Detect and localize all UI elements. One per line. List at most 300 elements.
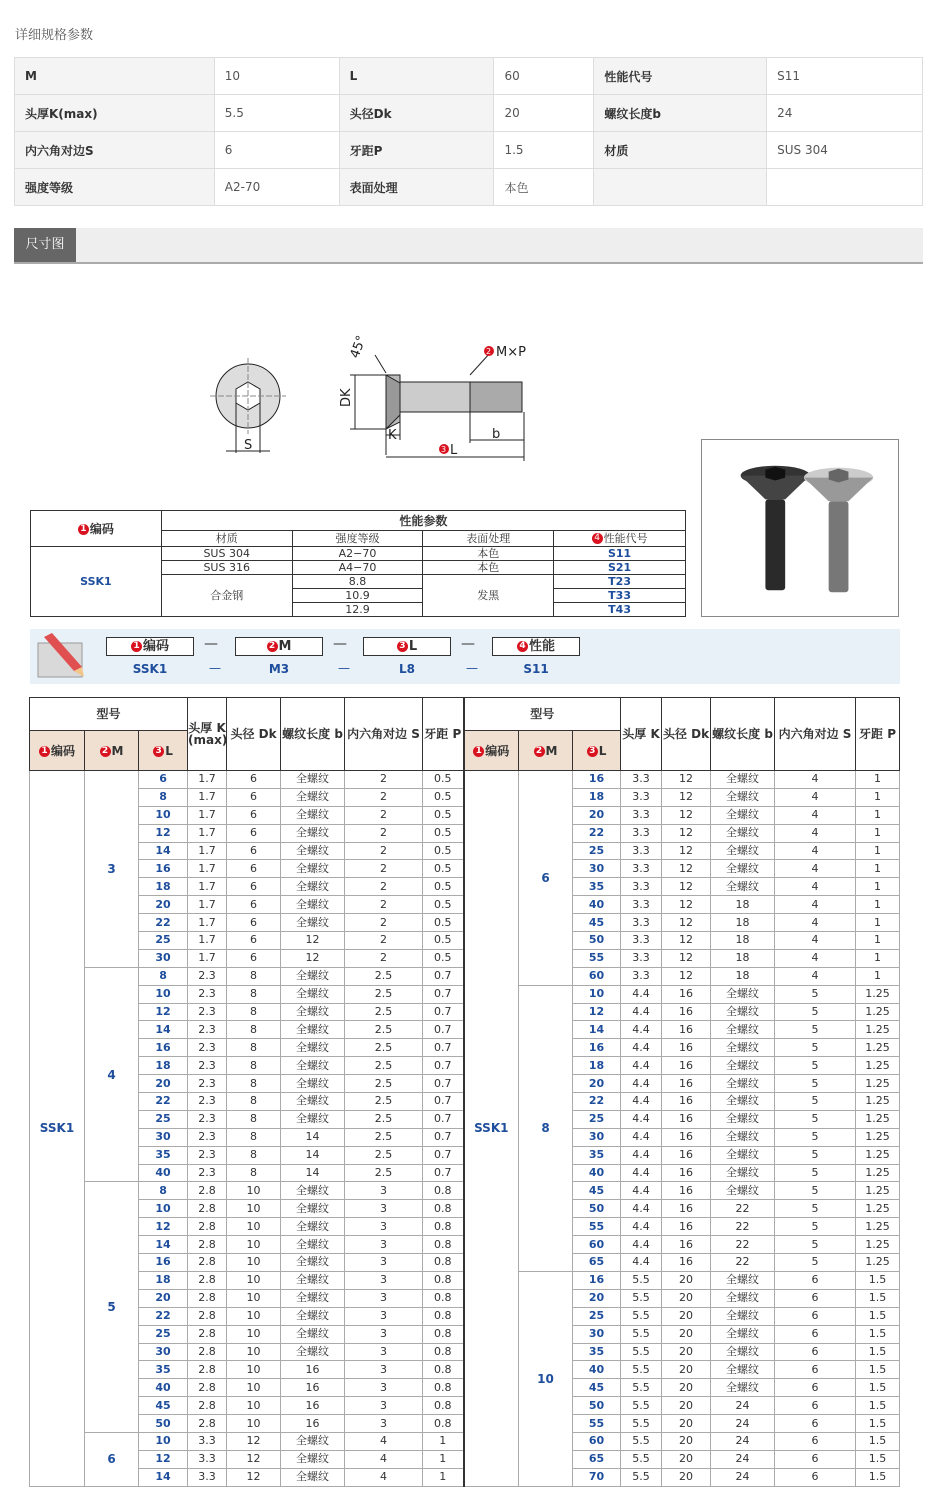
k-cell: 1.7 bbox=[188, 878, 227, 896]
l-cell: 45 bbox=[573, 914, 621, 932]
spec-value: 本色 bbox=[494, 169, 594, 206]
b-header-left: 螺纹长度 b bbox=[281, 698, 345, 771]
p-cell: 0.7 bbox=[423, 1003, 464, 1021]
s-cell: 3 bbox=[345, 1254, 423, 1272]
dk-cell: 16 bbox=[662, 1254, 711, 1272]
p-cell: 1.25 bbox=[856, 1218, 900, 1236]
s-cell: 6 bbox=[775, 1361, 856, 1379]
perf-code-col-header: 4 性能代号 bbox=[554, 531, 686, 547]
p-cell: 0.8 bbox=[423, 1254, 464, 1272]
s-cell: 4 bbox=[345, 1450, 423, 1468]
l-cell: 6 bbox=[139, 771, 188, 789]
s-cell: 5 bbox=[775, 1021, 856, 1039]
p-cell: 1 bbox=[856, 842, 900, 860]
s-cell: 2.5 bbox=[345, 1021, 423, 1039]
code-dash: — bbox=[461, 636, 475, 652]
p-cell: 1 bbox=[856, 949, 900, 967]
p-cell: 0.7 bbox=[423, 1075, 464, 1093]
perf-cell: T43 bbox=[554, 603, 686, 617]
dk-cell: 16 bbox=[662, 1164, 711, 1182]
spec-value: 10 bbox=[214, 58, 339, 95]
s-cell: 3 bbox=[345, 1379, 423, 1397]
k-cell: 2.3 bbox=[188, 1021, 227, 1039]
code-dash: — bbox=[466, 661, 478, 675]
l-cell: 18 bbox=[573, 788, 621, 806]
dk-cell: 8 bbox=[227, 1021, 281, 1039]
dk-cell: 16 bbox=[662, 1128, 711, 1146]
p-cell: 1.25 bbox=[856, 1110, 900, 1128]
perf-cell: 发黑 bbox=[423, 575, 554, 617]
s-cell: 2 bbox=[345, 806, 423, 824]
s-cell: 4 bbox=[775, 896, 856, 914]
pencil-icon bbox=[34, 631, 90, 681]
perf-material-header: 材质 bbox=[161, 531, 292, 547]
spec-value: SUS 304 bbox=[767, 132, 923, 169]
l-cell: 50 bbox=[573, 1200, 621, 1218]
l-cell: 25 bbox=[139, 1110, 188, 1128]
k-cell: 2.3 bbox=[188, 1003, 227, 1021]
s-cell: 2 bbox=[345, 771, 423, 789]
b-cell: 22 bbox=[711, 1254, 775, 1272]
l-cell: 65 bbox=[573, 1254, 621, 1272]
k-cell: 1.7 bbox=[188, 842, 227, 860]
l-cell: 12 bbox=[139, 1218, 188, 1236]
k-cell: 5.5 bbox=[621, 1379, 662, 1397]
l-cell: 22 bbox=[139, 914, 188, 932]
k-header-right: 头厚 K bbox=[621, 698, 662, 771]
l-label-box: 3 L bbox=[363, 637, 451, 656]
b-cell: 18 bbox=[711, 914, 775, 932]
p-cell: 0.8 bbox=[423, 1182, 464, 1200]
drawing-s-label: S bbox=[244, 438, 253, 453]
k-cell: 4.4 bbox=[621, 1039, 662, 1057]
p-cell: 1.5 bbox=[856, 1415, 900, 1433]
k-cell: 3.3 bbox=[621, 967, 662, 985]
k-cell: 2.8 bbox=[188, 1289, 227, 1307]
p-cell: 1 bbox=[856, 914, 900, 932]
p-cell: 0.8 bbox=[423, 1343, 464, 1361]
k-cell: 4.4 bbox=[621, 1146, 662, 1164]
dk-cell: 6 bbox=[227, 860, 281, 878]
code-cell: SSK1 bbox=[464, 771, 519, 1487]
dk-cell: 8 bbox=[227, 967, 281, 985]
spec-key: 表面处理 bbox=[339, 169, 494, 206]
s-cell: 2 bbox=[345, 914, 423, 932]
m-cell: 10 bbox=[519, 1271, 573, 1486]
spec-key: L bbox=[339, 58, 494, 95]
p-cell: 1 bbox=[423, 1450, 464, 1468]
p-cell: 0.5 bbox=[423, 932, 464, 950]
s-cell: 2 bbox=[345, 842, 423, 860]
l-cell: 40 bbox=[139, 1164, 188, 1182]
b-cell: 全螺纹 bbox=[711, 1325, 775, 1343]
s-cell: 4 bbox=[775, 878, 856, 896]
dk-cell: 10 bbox=[227, 1325, 281, 1343]
s-cell: 6 bbox=[775, 1271, 856, 1289]
s-cell: 3 bbox=[345, 1361, 423, 1379]
b-cell: 全螺纹 bbox=[281, 1021, 345, 1039]
dk-cell: 8 bbox=[227, 1039, 281, 1057]
s-cell: 2 bbox=[345, 949, 423, 967]
perf-cell: 8.8 bbox=[292, 575, 423, 589]
performance-table bbox=[30, 510, 686, 617]
dk-cell: 6 bbox=[227, 878, 281, 896]
p-cell: 0.8 bbox=[423, 1397, 464, 1415]
p-header-right: 牙距 P bbox=[856, 698, 900, 771]
dk-cell: 8 bbox=[227, 1146, 281, 1164]
k-cell: 4.4 bbox=[621, 1200, 662, 1218]
b-header-right: 螺纹长度 b bbox=[711, 698, 775, 771]
dk-cell: 8 bbox=[227, 1164, 281, 1182]
m-cell: 4 bbox=[85, 967, 139, 1182]
code-dash: — bbox=[209, 661, 221, 675]
p-cell: 0.8 bbox=[423, 1271, 464, 1289]
l-cell: 60 bbox=[573, 967, 621, 985]
s-cell: 6 bbox=[775, 1397, 856, 1415]
s-cell: 5 bbox=[775, 1093, 856, 1111]
perf-grade-header: 强度等级 bbox=[292, 531, 423, 547]
spec-key: 性能代号 bbox=[594, 58, 767, 95]
p-cell: 1 bbox=[856, 788, 900, 806]
dk-cell: 16 bbox=[662, 1075, 711, 1093]
l-cell: 40 bbox=[573, 1361, 621, 1379]
s-cell: 3 bbox=[345, 1289, 423, 1307]
dk-cell: 20 bbox=[662, 1432, 711, 1450]
b-cell: 全螺纹 bbox=[281, 1450, 345, 1468]
code-dash: — bbox=[333, 636, 347, 652]
l-cell: 55 bbox=[573, 1218, 621, 1236]
m-label-box: 2 M bbox=[235, 637, 323, 656]
l-cell: 10 bbox=[139, 1200, 188, 1218]
k-cell: 5.5 bbox=[621, 1325, 662, 1343]
b-cell: 全螺纹 bbox=[711, 860, 775, 878]
p-cell: 1.25 bbox=[856, 1075, 900, 1093]
s-cell: 5 bbox=[775, 985, 856, 1003]
l-cell: 14 bbox=[139, 1021, 188, 1039]
p-cell: 1.5 bbox=[856, 1397, 900, 1415]
b-cell: 24 bbox=[711, 1397, 775, 1415]
l-cell: 20 bbox=[139, 896, 188, 914]
dk-cell: 20 bbox=[662, 1325, 711, 1343]
p-cell: 1.5 bbox=[856, 1379, 900, 1397]
k-cell: 2.8 bbox=[188, 1325, 227, 1343]
b-cell: 全螺纹 bbox=[711, 1271, 775, 1289]
k-cell: 5.5 bbox=[621, 1343, 662, 1361]
dk-cell: 12 bbox=[227, 1468, 281, 1486]
marker-1: 1 bbox=[78, 524, 89, 535]
p-cell: 1.25 bbox=[856, 985, 900, 1003]
l-cell: 12 bbox=[139, 824, 188, 842]
p-cell: 1.25 bbox=[856, 1254, 900, 1272]
p-cell: 0.7 bbox=[423, 1093, 464, 1111]
l-cell: 10 bbox=[139, 806, 188, 824]
b-cell: 全螺纹 bbox=[711, 1379, 775, 1397]
b-cell: 全螺纹 bbox=[711, 1093, 775, 1111]
dk-cell: 20 bbox=[662, 1379, 711, 1397]
s-cell: 4 bbox=[775, 932, 856, 950]
p-cell: 1 bbox=[856, 860, 900, 878]
s-header-left: 内六角对边 S bbox=[345, 698, 423, 771]
k-cell: 1.7 bbox=[188, 806, 227, 824]
k-cell: 5.5 bbox=[621, 1361, 662, 1379]
k-cell: 5.5 bbox=[621, 1307, 662, 1325]
p-cell: 1.25 bbox=[856, 1003, 900, 1021]
l-cell: 18 bbox=[573, 1057, 621, 1075]
l-cell: 30 bbox=[139, 1128, 188, 1146]
k-cell: 2.8 bbox=[188, 1397, 227, 1415]
s-cell: 4 bbox=[775, 806, 856, 824]
dk-cell: 16 bbox=[662, 1057, 711, 1075]
p-cell: 0.5 bbox=[423, 788, 464, 806]
l-cell: 16 bbox=[139, 1039, 188, 1057]
l-value: L8 bbox=[399, 662, 415, 676]
l-cell: 55 bbox=[573, 949, 621, 967]
b-cell: 全螺纹 bbox=[281, 1325, 345, 1343]
dk-cell: 16 bbox=[662, 1039, 711, 1057]
dk-cell: 10 bbox=[227, 1397, 281, 1415]
dk-cell: 10 bbox=[227, 1289, 281, 1307]
k-cell: 4.4 bbox=[621, 1236, 662, 1254]
s-cell: 6 bbox=[775, 1325, 856, 1343]
dk-cell: 8 bbox=[227, 1093, 281, 1111]
k-cell: 5.5 bbox=[621, 1468, 662, 1486]
dk-cell: 20 bbox=[662, 1415, 711, 1433]
s-cell: 2 bbox=[345, 878, 423, 896]
l-subheader-right: 3 L bbox=[573, 731, 621, 771]
s-cell: 2.5 bbox=[345, 967, 423, 985]
spec-key: 头厚K(max) bbox=[15, 95, 215, 132]
k-cell: 2.8 bbox=[188, 1361, 227, 1379]
size-table bbox=[29, 697, 900, 1487]
l-cell: 10 bbox=[139, 985, 188, 1003]
b-cell: 全螺纹 bbox=[281, 1110, 345, 1128]
dk-cell: 10 bbox=[227, 1271, 281, 1289]
spec-key bbox=[594, 169, 767, 206]
b-cell: 全螺纹 bbox=[281, 1343, 345, 1361]
s-header-right: 内六角对边 S bbox=[775, 698, 856, 771]
p-cell: 1.25 bbox=[856, 1128, 900, 1146]
p-cell: 1 bbox=[856, 878, 900, 896]
spec-key: M bbox=[15, 58, 215, 95]
p-cell: 0.5 bbox=[423, 806, 464, 824]
s-cell: 3 bbox=[345, 1200, 423, 1218]
code-subheader-left: 1 编码 bbox=[30, 731, 85, 771]
k-cell: 2.3 bbox=[188, 1075, 227, 1093]
l-cell: 20 bbox=[573, 1075, 621, 1093]
b-cell: 全螺纹 bbox=[281, 1307, 345, 1325]
s-cell: 5 bbox=[775, 1182, 856, 1200]
l-cell: 20 bbox=[573, 1289, 621, 1307]
b-cell: 22 bbox=[711, 1218, 775, 1236]
l-cell: 14 bbox=[139, 842, 188, 860]
l-cell: 30 bbox=[139, 1343, 188, 1361]
code-dash: — bbox=[338, 661, 350, 675]
s-cell: 2 bbox=[345, 860, 423, 878]
k-cell: 4.4 bbox=[621, 1254, 662, 1272]
drawing-marker-2: 2 bbox=[486, 347, 492, 356]
s-cell: 3 bbox=[345, 1218, 423, 1236]
k-cell: 3.3 bbox=[621, 824, 662, 842]
s-cell: 5 bbox=[775, 1200, 856, 1218]
b-cell: 全螺纹 bbox=[281, 1057, 345, 1075]
s-cell: 6 bbox=[775, 1289, 856, 1307]
k-cell: 4.4 bbox=[621, 1164, 662, 1182]
b-cell: 24 bbox=[711, 1450, 775, 1468]
dk-header-left: 头径 Dk bbox=[227, 698, 281, 771]
s-cell: 5 bbox=[775, 1146, 856, 1164]
b-cell: 全螺纹 bbox=[711, 788, 775, 806]
k-cell: 2.8 bbox=[188, 1415, 227, 1433]
b-cell: 全螺纹 bbox=[281, 985, 345, 1003]
k-cell: 2.8 bbox=[188, 1254, 227, 1272]
s-cell: 2 bbox=[345, 788, 423, 806]
drawing-angle-label: 45° bbox=[347, 333, 370, 361]
spec-key: 内六角对边S bbox=[15, 132, 215, 169]
s-cell: 6 bbox=[775, 1343, 856, 1361]
k-cell: 3.3 bbox=[621, 771, 662, 789]
spec-value: A2-70 bbox=[214, 169, 339, 206]
k-cell: 1.7 bbox=[188, 914, 227, 932]
l-cell: 18 bbox=[139, 1271, 188, 1289]
drawing-k-label: K bbox=[388, 428, 397, 443]
p-cell: 1 bbox=[423, 1468, 464, 1486]
model-header-left: 型号 bbox=[30, 698, 188, 731]
k-cell: 2.8 bbox=[188, 1379, 227, 1397]
s-cell: 3 bbox=[345, 1271, 423, 1289]
dk-cell: 10 bbox=[227, 1254, 281, 1272]
dk-header-right: 头径 Dk bbox=[662, 698, 711, 771]
k-cell: 1.7 bbox=[188, 932, 227, 950]
l-cell: 16 bbox=[139, 1254, 188, 1272]
b-cell: 全螺纹 bbox=[711, 842, 775, 860]
p-cell: 1 bbox=[856, 771, 900, 789]
p-cell: 0.5 bbox=[423, 824, 464, 842]
l-cell: 22 bbox=[573, 824, 621, 842]
l-cell: 50 bbox=[139, 1415, 188, 1433]
l-cell: 25 bbox=[139, 1325, 188, 1343]
k-cell: 2.3 bbox=[188, 985, 227, 1003]
b-cell: 全螺纹 bbox=[711, 1057, 775, 1075]
l-cell: 25 bbox=[573, 1307, 621, 1325]
code-cell: SSK1 bbox=[30, 771, 85, 1487]
l-cell: 45 bbox=[573, 1182, 621, 1200]
l-cell: 60 bbox=[573, 1432, 621, 1450]
s-cell: 2.5 bbox=[345, 1128, 423, 1146]
dk-cell: 6 bbox=[227, 806, 281, 824]
b-cell: 全螺纹 bbox=[281, 1271, 345, 1289]
p-cell: 0.5 bbox=[423, 878, 464, 896]
p-cell: 0.7 bbox=[423, 967, 464, 985]
perf-code-header: 1 编码 bbox=[31, 511, 162, 547]
dk-cell: 20 bbox=[662, 1468, 711, 1486]
b-cell: 全螺纹 bbox=[281, 1218, 345, 1236]
p-cell: 0.7 bbox=[423, 1039, 464, 1057]
l-cell: 14 bbox=[139, 1468, 188, 1486]
dk-cell: 16 bbox=[662, 1110, 711, 1128]
dk-cell: 16 bbox=[662, 1182, 711, 1200]
b-cell: 全螺纹 bbox=[281, 1039, 345, 1057]
l-cell: 16 bbox=[573, 1271, 621, 1289]
k-cell: 4.4 bbox=[621, 1218, 662, 1236]
s-cell: 2.5 bbox=[345, 985, 423, 1003]
l-cell: 10 bbox=[139, 1432, 188, 1450]
b-cell: 14 bbox=[281, 1164, 345, 1182]
p-cell: 1.5 bbox=[856, 1325, 900, 1343]
perf-cell: 本色 bbox=[423, 561, 554, 575]
spec-value bbox=[767, 169, 923, 206]
b-cell: 全螺纹 bbox=[281, 1289, 345, 1307]
m-cell: 6 bbox=[519, 771, 573, 986]
k-cell: 2.3 bbox=[188, 1110, 227, 1128]
s-cell: 2.5 bbox=[345, 1093, 423, 1111]
k-cell: 2.8 bbox=[188, 1182, 227, 1200]
dk-cell: 12 bbox=[227, 1432, 281, 1450]
m-value: M3 bbox=[268, 662, 290, 676]
p-cell: 0.7 bbox=[423, 1110, 464, 1128]
dk-cell: 6 bbox=[227, 788, 281, 806]
l-cell: 8 bbox=[139, 788, 188, 806]
p-cell: 0.7 bbox=[423, 1164, 464, 1182]
l-cell: 16 bbox=[573, 771, 621, 789]
p-cell: 0.5 bbox=[423, 842, 464, 860]
s-cell: 4 bbox=[775, 914, 856, 932]
drawing-b-label: b bbox=[492, 427, 501, 442]
l-cell: 30 bbox=[573, 1325, 621, 1343]
perf-cell: S11 bbox=[554, 547, 686, 561]
p-cell: 0.8 bbox=[423, 1218, 464, 1236]
b-cell: 全螺纹 bbox=[711, 1021, 775, 1039]
dk-cell: 6 bbox=[227, 824, 281, 842]
p-cell: 0.8 bbox=[423, 1200, 464, 1218]
l-cell: 35 bbox=[573, 1146, 621, 1164]
b-cell: 18 bbox=[711, 932, 775, 950]
spec-value: 20 bbox=[494, 95, 594, 132]
p-cell: 1.25 bbox=[856, 1236, 900, 1254]
b-cell: 全螺纹 bbox=[711, 1039, 775, 1057]
drawing-dk-label: DK bbox=[339, 388, 354, 407]
dk-cell: 12 bbox=[662, 967, 711, 985]
b-cell: 全螺纹 bbox=[281, 1003, 345, 1021]
tab-dimension-drawing[interactable]: 尺寸图 bbox=[14, 228, 76, 262]
p-cell: 0.8 bbox=[423, 1325, 464, 1343]
l-cell: 20 bbox=[139, 1075, 188, 1093]
b-cell: 24 bbox=[711, 1468, 775, 1486]
s-cell: 5 bbox=[775, 1218, 856, 1236]
k-cell: 4.4 bbox=[621, 985, 662, 1003]
dk-cell: 10 bbox=[227, 1236, 281, 1254]
l-cell: 18 bbox=[139, 878, 188, 896]
b-cell: 全螺纹 bbox=[711, 1003, 775, 1021]
p-cell: 0.8 bbox=[423, 1289, 464, 1307]
k-cell: 2.8 bbox=[188, 1271, 227, 1289]
l-cell: 25 bbox=[139, 932, 188, 950]
s-cell: 5 bbox=[775, 1003, 856, 1021]
p-cell: 0.7 bbox=[423, 1021, 464, 1039]
l-cell: 14 bbox=[139, 1236, 188, 1254]
b-cell: 全螺纹 bbox=[711, 985, 775, 1003]
k-cell: 3.3 bbox=[621, 932, 662, 950]
dk-cell: 10 bbox=[227, 1182, 281, 1200]
k-cell: 3.3 bbox=[621, 949, 662, 967]
k-cell: 3.3 bbox=[621, 806, 662, 824]
p-cell: 1 bbox=[856, 932, 900, 950]
drawing-marker-3: 3 bbox=[441, 445, 447, 454]
spec-value: 1.5 bbox=[494, 132, 594, 169]
l-cell: 55 bbox=[573, 1415, 621, 1433]
k-cell: 2.8 bbox=[188, 1200, 227, 1218]
k-cell: 2.8 bbox=[188, 1307, 227, 1325]
s-cell: 5 bbox=[775, 1110, 856, 1128]
